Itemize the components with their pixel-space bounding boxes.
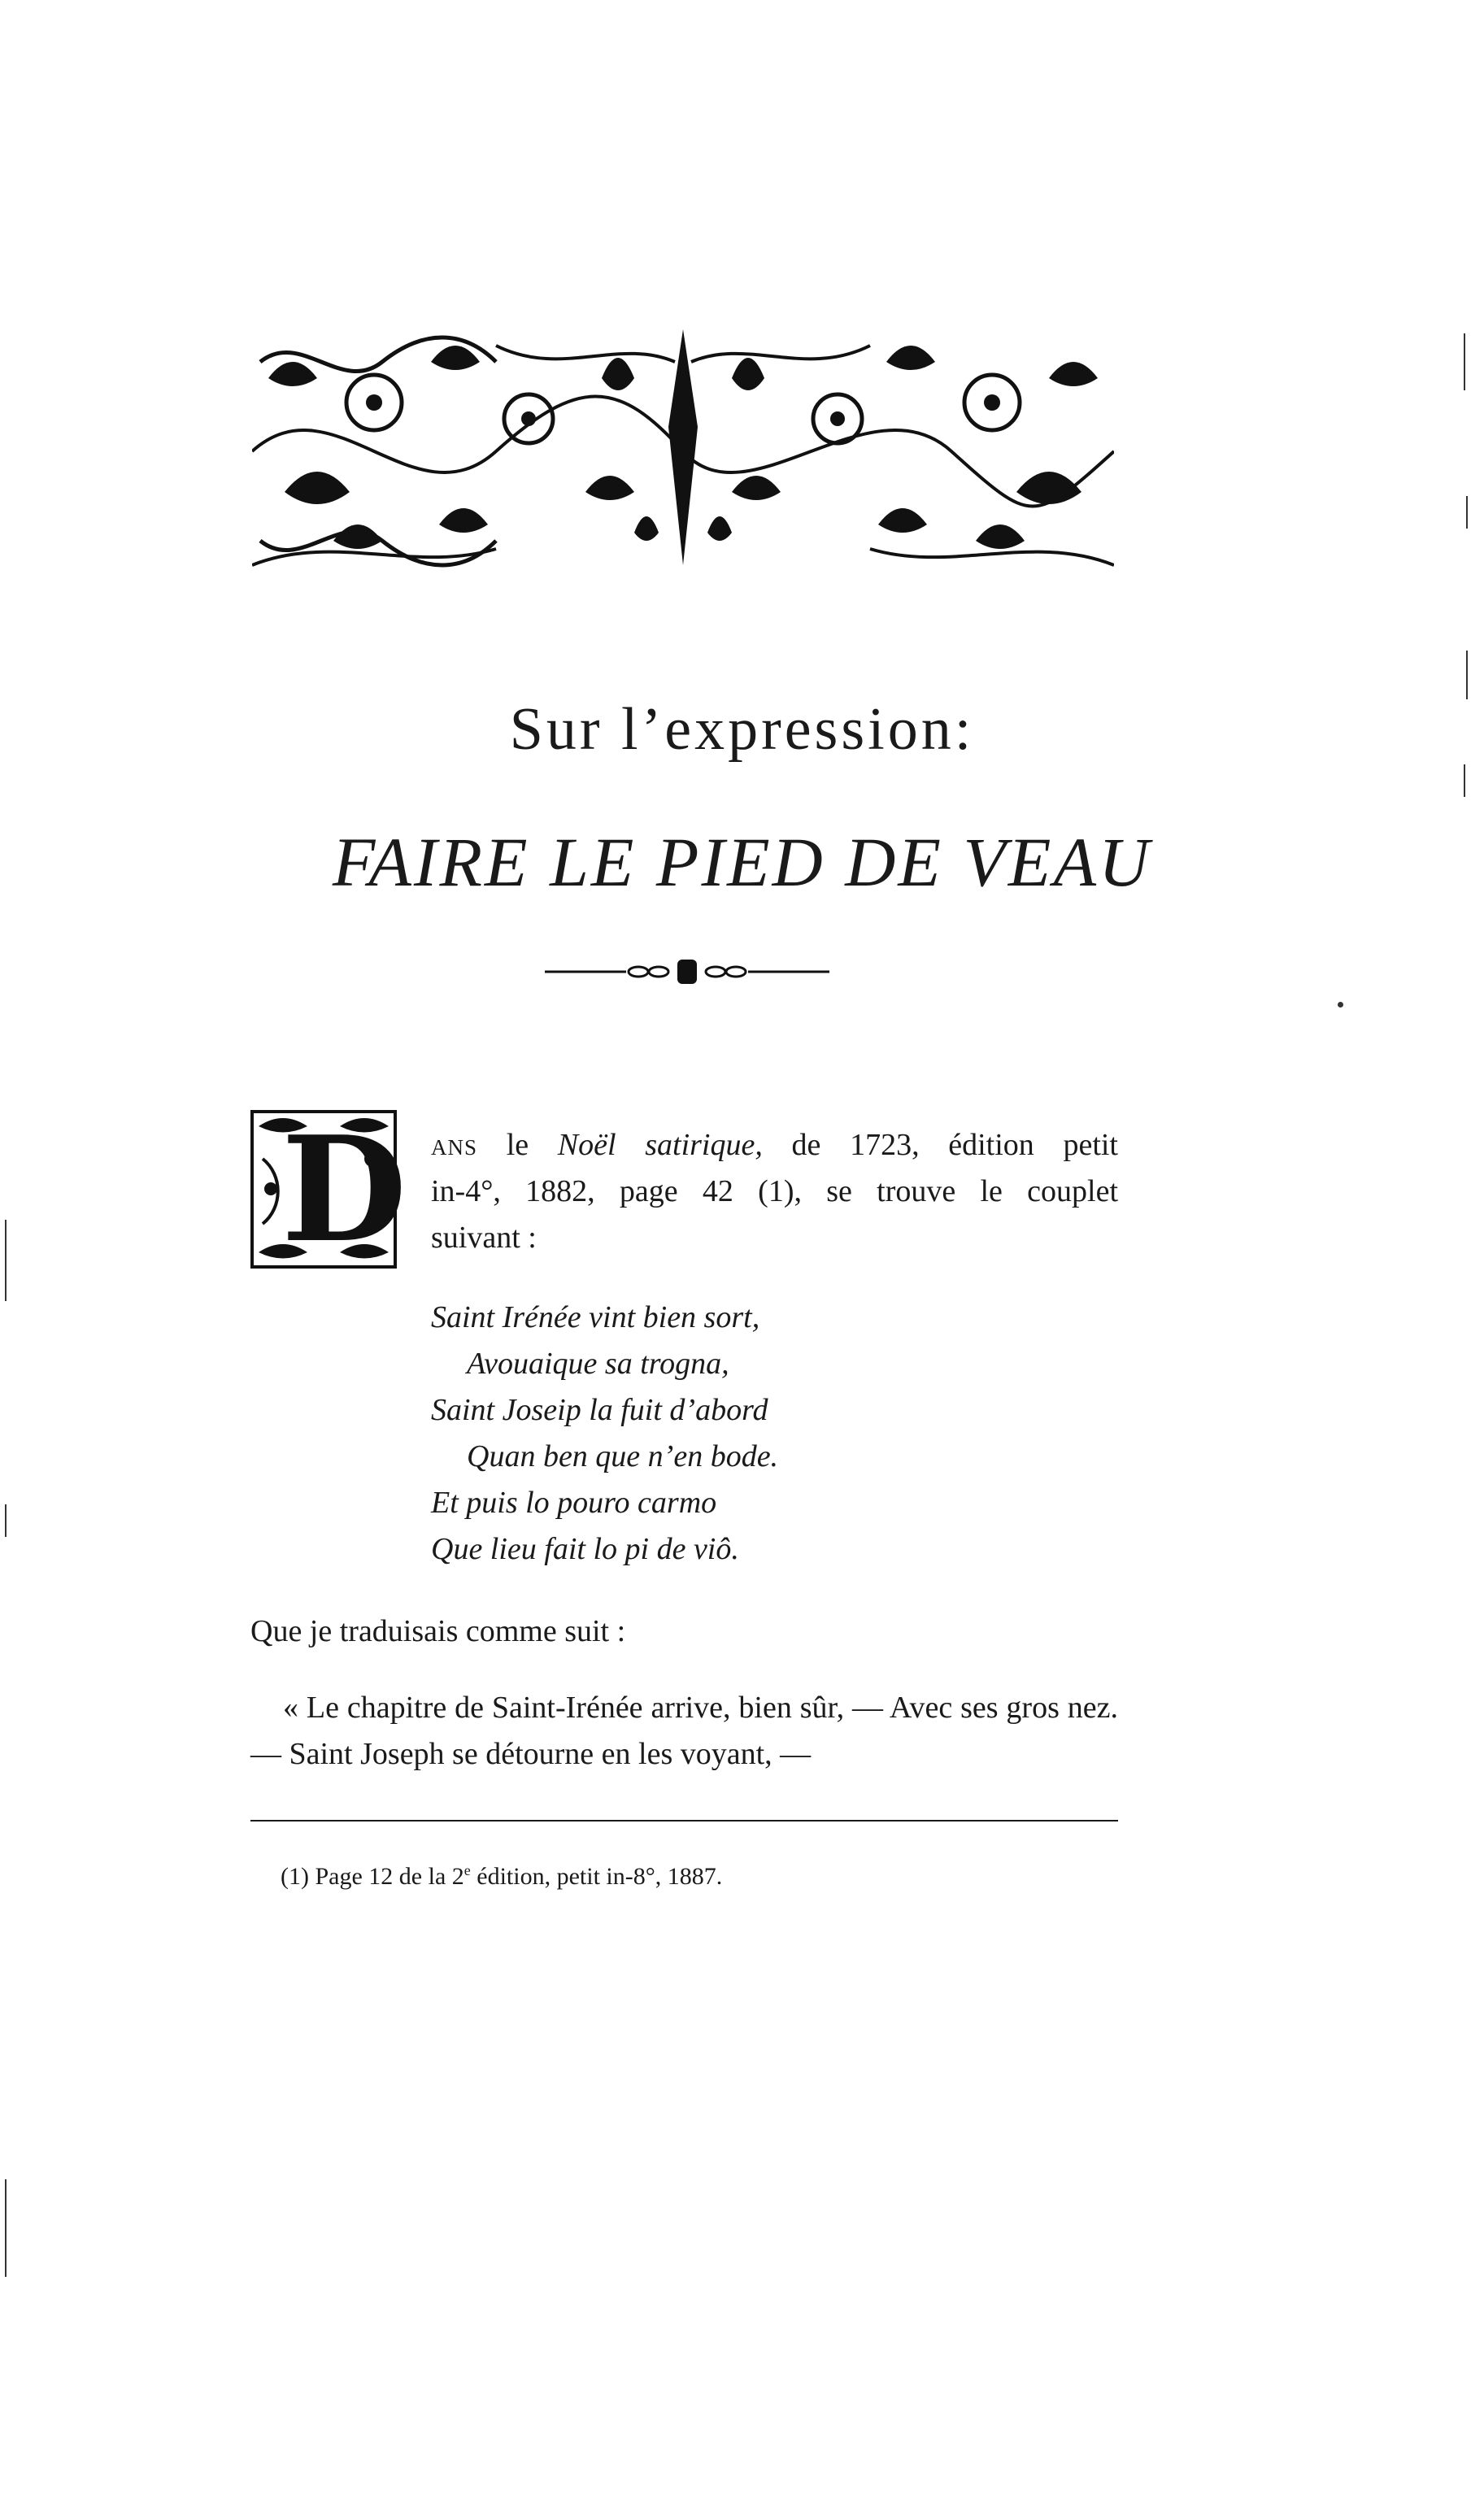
footnote-text-b: édition, petit in-8°, 1887. bbox=[470, 1863, 723, 1890]
paragraph-3: « Le chapitre de Saint-Irénée arrive, bien sûr, — Avec ses gros nez. — Saint Joseph se détourne en les voyant, — bbox=[250, 1691, 1118, 1771]
scan-mark bbox=[5, 1220, 7, 1301]
scan-mark bbox=[1338, 1002, 1343, 1008]
paragraph-1-line-2: in-4°, 1882, page 42 (1), se trouve le couplet bbox=[431, 1174, 1118, 1208]
footnote bbox=[281, 1861, 1118, 1893]
ornamental-dropcap bbox=[250, 1104, 407, 1274]
dropcap-letter: D bbox=[281, 1104, 407, 1274]
paragraph-1-text-b: de 1723, édition petit bbox=[762, 1128, 1118, 1162]
scan-mark bbox=[5, 2179, 7, 2277]
ornamental-headpiece bbox=[252, 329, 1114, 573]
footnote-text-a: (1) Page 12 de la 2 bbox=[281, 1863, 464, 1890]
scan-mark bbox=[1464, 333, 1465, 390]
footnote-rule bbox=[250, 1820, 1118, 1821]
divider-ornament bbox=[545, 951, 829, 992]
paragraph-1-line-3: suivant : bbox=[431, 1221, 537, 1255]
paragraph-1-text-a: le bbox=[477, 1128, 558, 1162]
verse-line: Saint Irénée vint bien sort, bbox=[431, 1300, 760, 1334]
title-line-1: Sur l’expression: bbox=[509, 696, 975, 763]
verse-line: Avouaique sa trogna, bbox=[467, 1347, 729, 1381]
verse-line: Saint Joseip la fuit d’abord bbox=[431, 1393, 768, 1427]
title-line-2: FAIRE LE PIED DE VEAU bbox=[332, 823, 1152, 901]
verse-line: Que lieu fait lo pi de viô. bbox=[431, 1532, 739, 1566]
paragraph-2: Que je traduisais comme suit : bbox=[250, 1614, 626, 1648]
footnote-superscript: e bbox=[463, 1862, 471, 1878]
verse-line: Quan ben que n’en bode. bbox=[467, 1439, 779, 1473]
scan-mark bbox=[1466, 496, 1468, 529]
paragraph-1-italic-title: Noël satirique, bbox=[557, 1128, 763, 1162]
scan-mark bbox=[5, 1504, 7, 1537]
scan-mark bbox=[1464, 764, 1465, 797]
paragraph-1-smallcaps: ans bbox=[431, 1128, 478, 1162]
verse-line: Et puis lo pouro carmo bbox=[431, 1486, 717, 1520]
verse-block bbox=[431, 1295, 1118, 1573]
scan-mark bbox=[1466, 651, 1468, 699]
paragraph-1-line-1 bbox=[431, 1122, 1118, 1169]
